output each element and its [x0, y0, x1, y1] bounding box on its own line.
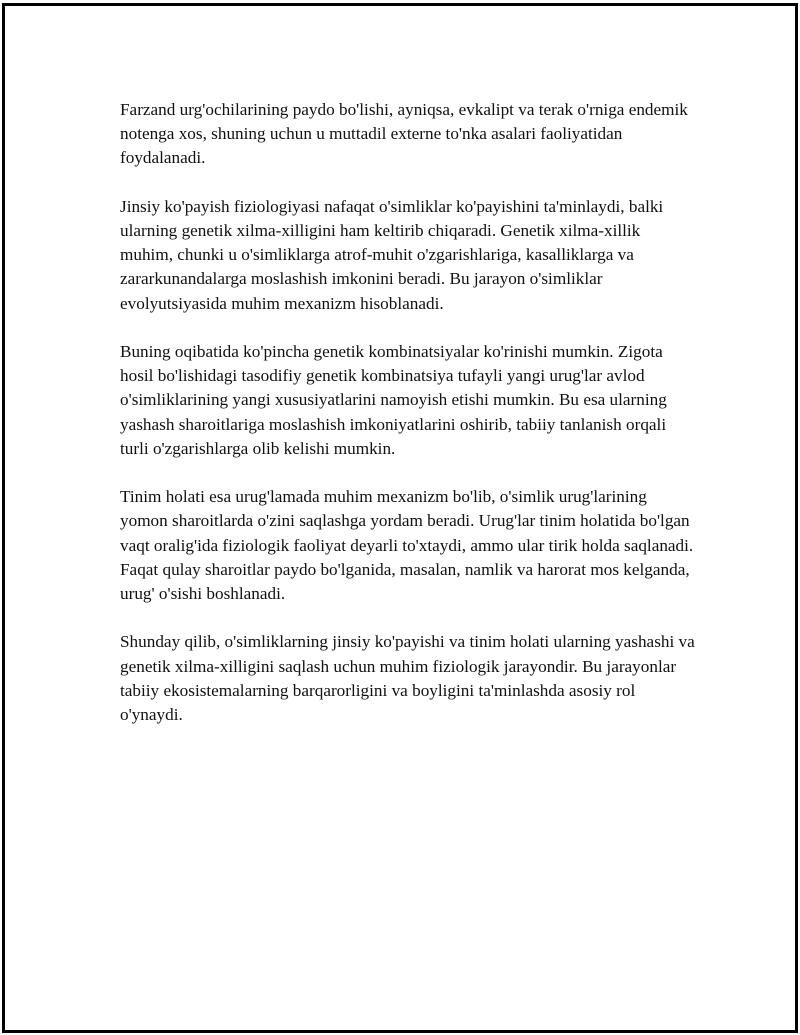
paragraph-1: Farzand urg'ochilarining paydo bo'lishi, ayniqsa, evkalipt va terak o'rniga endemik notenga xos, shuning uchun u muttadil externe to'nka asalari faoliyatidan foydalanadi.	[120, 100, 688, 168]
paragraph-5: Shunday qilib, o'simliklarning jinsiy ko'payishi va tinim holati ularning yashashi va genetik xilma-xilligini saqlash uchun muhim fiziologik jarayondir. Bu jarayonlar tabiiy ekosistemalarning barqarorligini va boyligini ta'minlashda asosiy rol o'ynaydi.	[120, 632, 695, 725]
page-frame	[2, 3, 798, 1033]
paragraph-4: Tinim holati esa urug'lamada muhim mexanizm bo'lib, o'simlik urug'larining yomon sharoitlarda o'zini saqlashga yordam beradi. Urug'lar tinim holatida bo'lgan vaqt oralig'ida fiziologik faoliyat deyarli to'xtaydi, ammo ular tirik holda saqlanadi. Faqat qulay sharoitlar paydo bo'lganida, masalan, namlik va harorat mos kelganda, urug' o'sishi boshlanadi.	[120, 487, 694, 604]
paragraph-2: Jinsiy ko'payish fiziologiyasi nafaqat o'simliklar ko'payishini ta'minlaydi, balki ularning genetik xilma-xilligini ham keltirib chiqaradi. Genetik xilma-xillik muhim, chunki u o'simliklarga atrof-muhit o'zgarishlariga, kasalliklarga va zararkunandalarga moslashish imkonini beradi. Bu jarayon o'simliklar evolyutsiyasida muhim mexanizm hisoblanadi.	[120, 196, 664, 313]
paragraph-3: Buning oqibatida ko'pincha genetik kombinatsiyalar ko'rinishi mumkin. Zigota hosil bo'lishidagi tasodifiy genetik kombinatsiya tufayli yangi urug'lar avlod o'simliklarining yangi xususiyatlarini namoyish etishi mumkin. Bu esa ularning yashash sharoitlariga moslashish imkoniyatlarini oshirib, tabiiy tanlanish orqali turli o'zgarishlarga olib kelishi mumkin.	[120, 342, 667, 458]
document-body	[120, 98, 695, 751]
